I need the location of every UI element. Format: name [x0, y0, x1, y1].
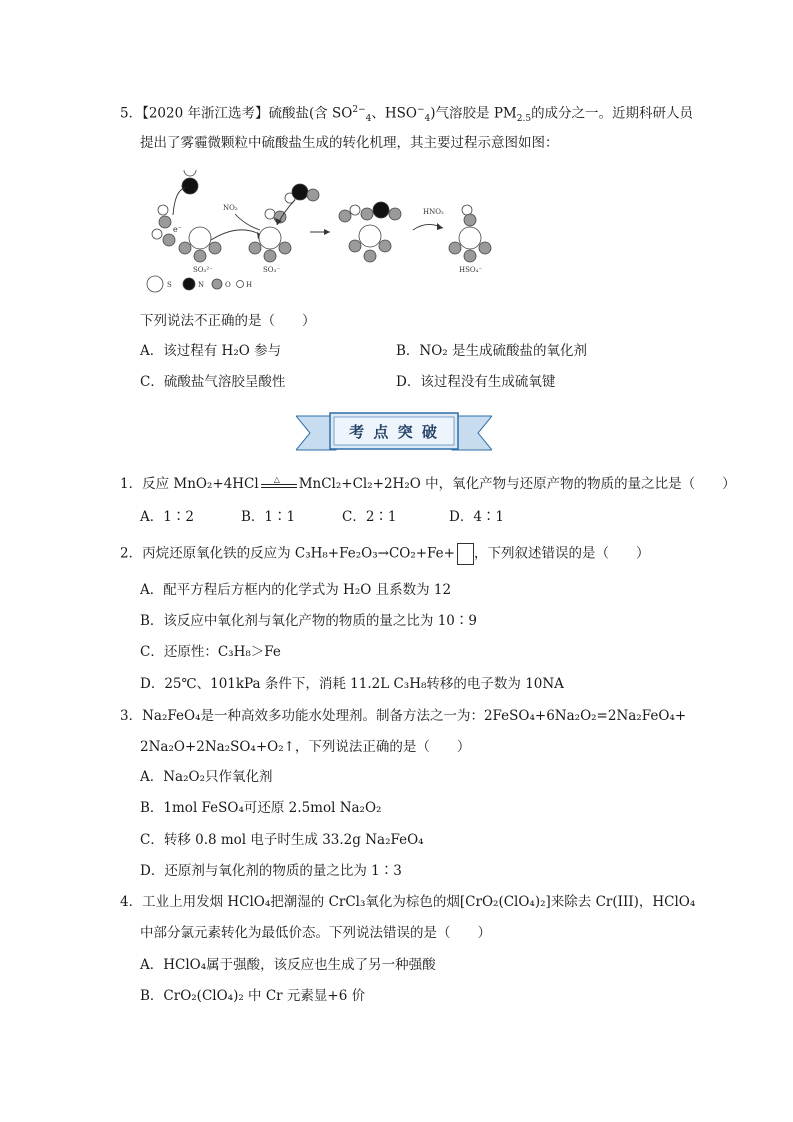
q5-question: 下列说法不正确的是（ ）: [140, 313, 316, 329]
q1-stem: 1．反应 MnO₂+4HCl △ MnCl₂+Cl₂+2H₂O 中，氧化产物与还原产物的物质的量之比是（ ）: [120, 474, 736, 492]
section-banner: [296, 412, 492, 454]
q3-option-c[interactable]: C．转移 0.8 mol 电子时生成 33.2g Na₂FeO₄: [140, 832, 424, 848]
so3-2-label: SO₃²⁻: [193, 266, 213, 274]
q5-stem-line1: 5．【2020 年浙江选考】硫酸盐(含 $SO^{2-}_4$、$HSO^-_4$)气溶胶是 $PM_{2.5}$的成分之一。近期科研人员: [120, 105, 694, 125]
intermediate-cluster: [339, 202, 401, 262]
q5-option-c[interactable]: C．硫酸盐气溶胶呈酸性: [140, 374, 286, 390]
so3-cluster: [249, 184, 319, 262]
q2-stem: 2．丙烷还原氧化铁的反应为 C₃H₈+Fe₂O₃→CO₂+Fe+ ，下列叙述错误的是（ ）: [120, 543, 650, 565]
svg-text:N: N: [198, 281, 205, 289]
hso4-label: HSO₄⁻: [459, 266, 483, 274]
q5-option-a[interactable]: A．该过程有 H₂O 参与: [140, 343, 282, 359]
svg-text:O: O: [225, 281, 231, 289]
q2-option-a[interactable]: A．配平方程后方框内的化学式为 H₂O 且系数为 12: [140, 582, 452, 598]
no2-label: NO₂: [223, 204, 238, 212]
q2-option-b[interactable]: B．该反应中氧化剂与氧化产物的物质的量之比为 10∶9: [140, 613, 477, 629]
q3-option-b[interactable]: B．1mol FeSO₄可还原 2.5mol Na₂O₂: [140, 800, 382, 816]
sulfate-mechanism-diagram: [145, 170, 515, 298]
q1-option-a[interactable]: A．1∶2: [140, 509, 194, 525]
q2-option-d[interactable]: D．25℃、101kPa 条件下，消耗 11.2L C₃H₈转移的电子数为 10NA: [140, 676, 564, 692]
hso4-cluster: [449, 205, 491, 262]
q1-option-d[interactable]: D．4∶1: [449, 509, 505, 525]
q4-option-b[interactable]: B．CrO₂(ClO₄)₂ 中 Cr 元素显+6 价: [140, 988, 366, 1004]
blank-box: [457, 543, 474, 565]
electron-label: e⁻: [173, 225, 182, 234]
equilibrium-arrow-icon: △: [259, 478, 299, 492]
so3-label: SO₃⁻: [263, 266, 281, 274]
svg-text:H: H: [246, 281, 253, 289]
hno2-label: HNO₂: [423, 208, 444, 216]
q5-option-b[interactable]: B．NO₂ 是生成硫酸盐的氧化剂: [396, 343, 588, 359]
q5-option-d[interactable]: D．该过程没有生成硫氧键: [396, 374, 556, 390]
so3-2-cluster: [152, 170, 221, 262]
q2-option-c[interactable]: C．还原性：C₃H₈＞Fe: [140, 644, 281, 660]
banner-title: 考 点 突 破: [349, 423, 439, 441]
q4-stem-line1: 4．工业上用发烟 HClO₄把潮湿的 CrCl₃氧化为棕色的烟[CrO₂(ClO₄)₂]来除去 Cr(III)，HClO₄: [120, 894, 696, 910]
q1-option-b[interactable]: B．1∶1: [241, 509, 296, 525]
q3-option-d[interactable]: D．还原剂与氧化剂的物质的量之比为 1∶3: [140, 863, 402, 879]
q4-option-a[interactable]: A．HClO₄属于强酸，该反应也生成了另一种强酸: [140, 957, 436, 973]
q3-option-a[interactable]: A．Na₂O₂只作氧化剂: [140, 769, 273, 785]
q3-stem-line2: 2Na₂O+2Na₂SO₄+O₂↑，下列说法正确的是（ ）: [140, 739, 471, 755]
svg-text:S: S: [167, 281, 172, 289]
q1-option-c[interactable]: C．2∶1: [342, 509, 397, 525]
q3-stem-line1: 3．Na₂FeO₄是一种高效多功能水处理剂。制备方法之一为：2FeSO₄+6Na₂O₂=2Na₂FeO₄+: [120, 708, 687, 724]
q4-stem-line2: 中部分氯元素转化为最低价态。下列说法错误的是（ ）: [140, 925, 491, 941]
q5-stem-line2: 提出了雾霾微颗粒中硫酸盐生成的转化机理，其主要过程示意图如图：: [140, 135, 559, 151]
